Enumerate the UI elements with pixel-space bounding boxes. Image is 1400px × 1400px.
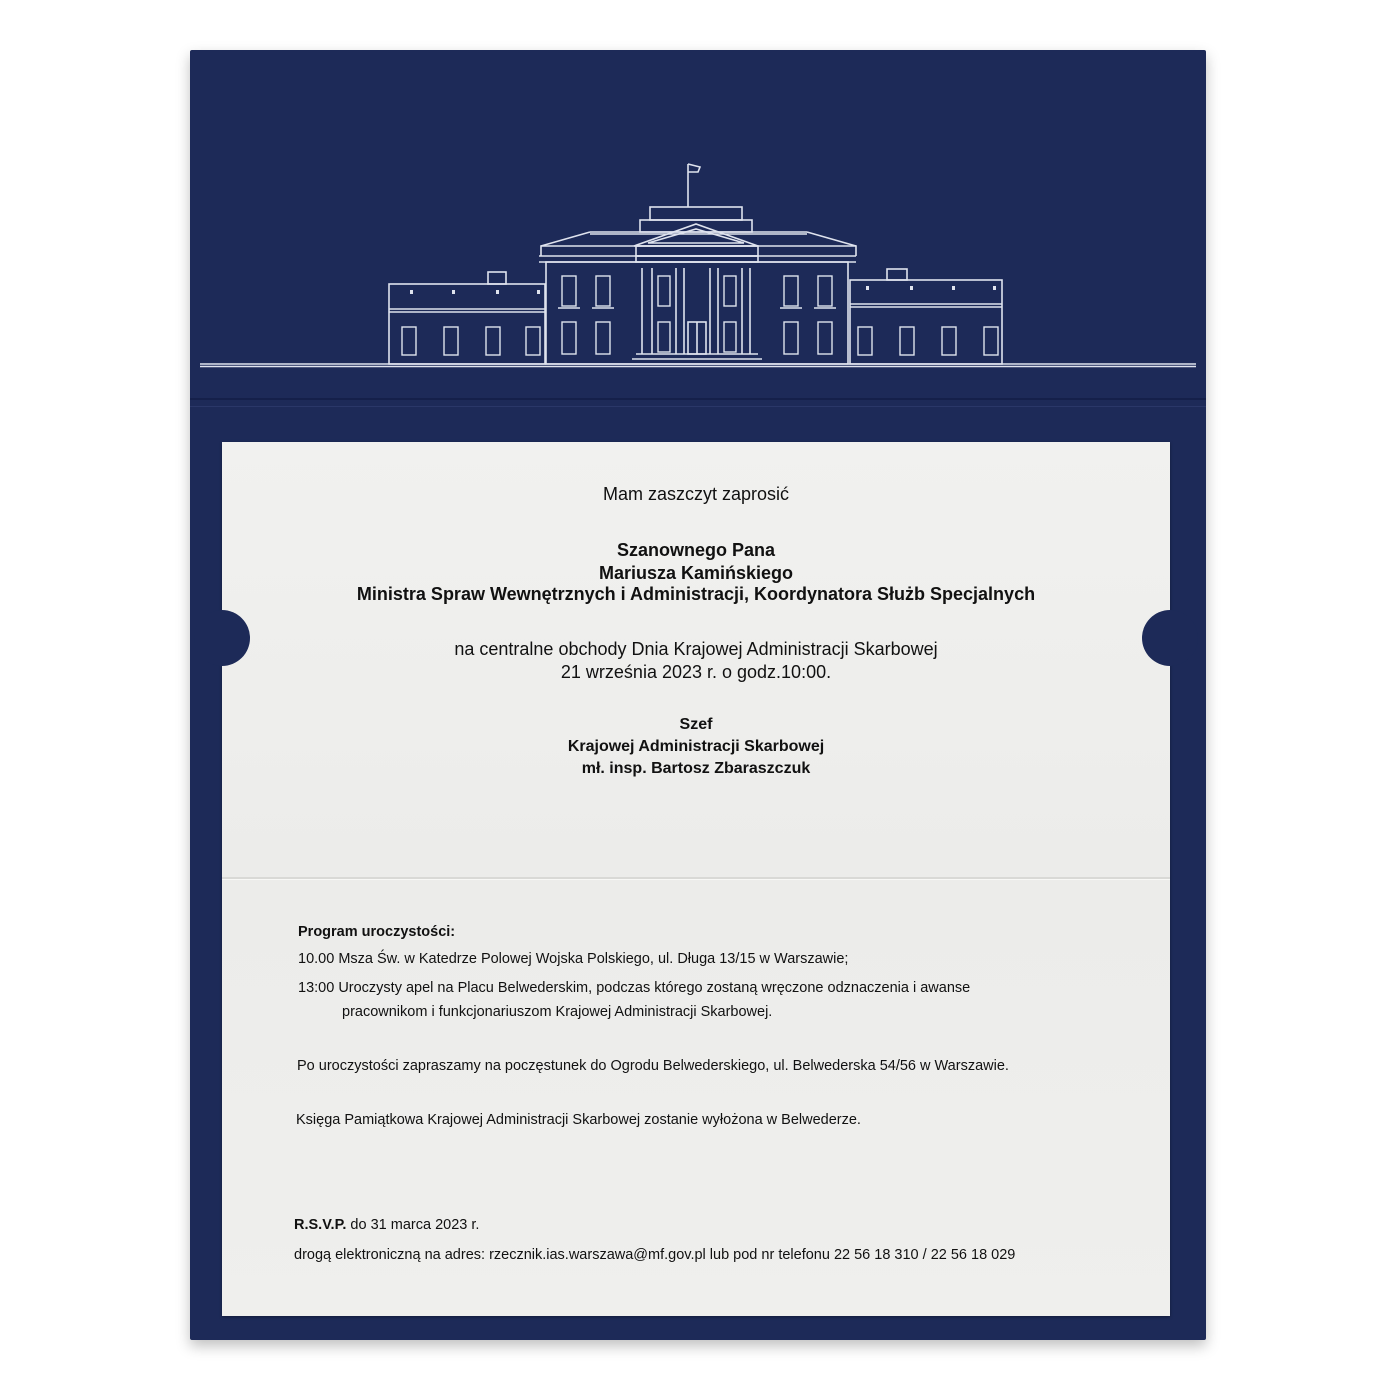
rsvp-deadline: do 31 marca 2023 r. bbox=[346, 1217, 480, 1233]
addressee-name: Mariusza Kamińskiego bbox=[598, 563, 794, 583]
signatory-institution: Krajowej Administracji Skarbowej bbox=[567, 738, 825, 755]
folder-fold-line bbox=[190, 406, 1206, 407]
reception-note: Po uroczystości zapraszamy na poczęstunek do Ogrodu Belwederskiego, ul. Belwederska 54/56 w Warszawie. bbox=[297, 1058, 1009, 1074]
invitation-intro: Mam zaszczyt zaprosić bbox=[602, 484, 790, 504]
event-date: 21 września 2023 r. o godz.10:00. bbox=[560, 662, 832, 682]
addressee-title: Ministra Spraw Wewnętrznych i Administracji, Koordynatora Służb Specjalnych bbox=[356, 584, 1036, 604]
program-item: 13:00 Uroczysty apel na Placu Belwederskim, podczas którego zostaną wręczone odznaczenia i awanse bbox=[298, 980, 971, 996]
guestbook-note: Księga Pamiątkowa Krajowej Administracji Skarbowej zostanie wyłożona w Belwederze. bbox=[296, 1112, 861, 1128]
signatory-name: mł. insp. Bartosz Zbaraszczuk bbox=[581, 760, 811, 777]
program-title: Program uroczystości: bbox=[298, 924, 456, 940]
event-description: na centralne obchody Dnia Krajowej Administracji Skarbowej bbox=[454, 639, 938, 659]
rsvp-contact: drogą elektroniczną na adres: rzecznik.ias.warszawa@mf.gov.pl lub pod nr telefonu 22 56 18 310 / 22 56 18 029 bbox=[294, 1247, 1016, 1263]
rsvp-label: R.S.V.P. bbox=[294, 1217, 347, 1233]
folder-fold-line bbox=[190, 398, 1206, 400]
addressee-salutation: Szanownego Pana bbox=[616, 540, 776, 560]
signatory-role: Szef bbox=[679, 716, 713, 733]
belweder-palace-line-art-icon bbox=[190, 150, 1206, 380]
rsvp-line bbox=[294, 1217, 479, 1233]
card-fold-line bbox=[222, 877, 1170, 879]
program-item: 10.00 Msza Św. w Katedrze Polowej Wojska Polskiego, ul. Długa 13/15 w Warszawie; bbox=[298, 951, 849, 967]
program-item-continuation: pracownikom i funkcjonariuszom Krajowej Administracji Skarbowej. bbox=[342, 1004, 773, 1020]
